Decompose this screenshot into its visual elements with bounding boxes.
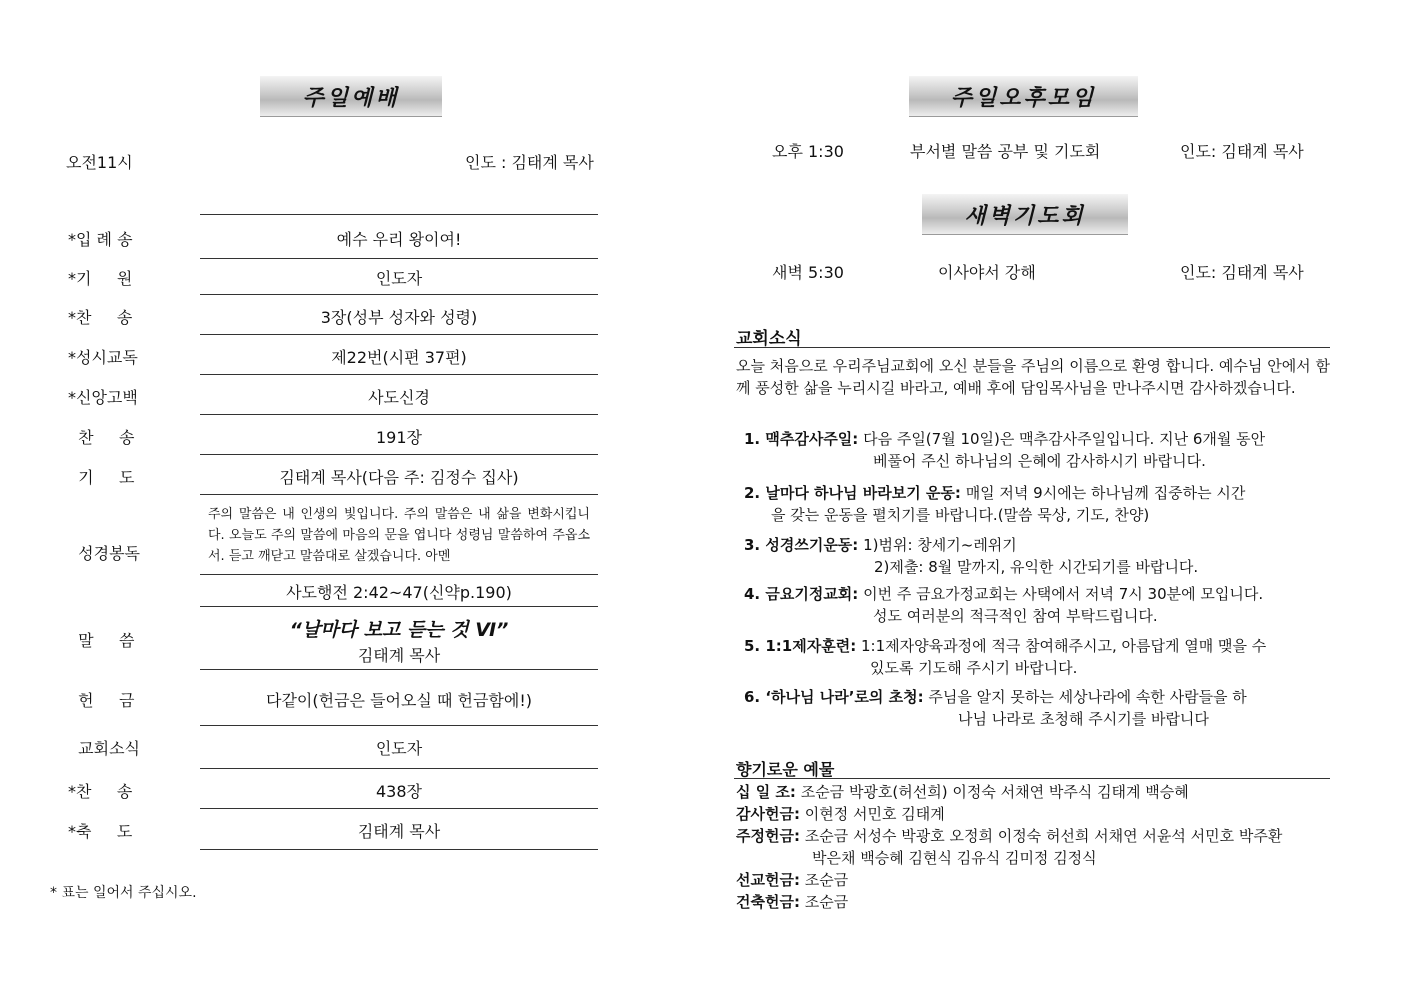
- divider: [200, 334, 598, 335]
- dawn-time: 새벽 5:30: [772, 263, 844, 282]
- news-item-text: 1:1제자양육과정에 적극 참여해주시고, 아름답게 열매 맺을 수: [860, 637, 1267, 655]
- offering-label: 감사헌금:: [736, 805, 800, 823]
- news-item-text: 나님 나라로 초청해 주시기를 바랍니다: [958, 710, 1209, 728]
- offering-row: [736, 825, 1282, 847]
- offering-row: [736, 803, 945, 825]
- news-title: 교회소식: [736, 329, 802, 349]
- news-item: [744, 583, 1330, 627]
- divider: [200, 374, 598, 375]
- offering-row: [736, 891, 848, 913]
- order-label: *성시교독: [68, 348, 138, 367]
- news-item-text: 다음 주일(7월 10일)은 맥추감사주일입니다. 지난 6개월 동안: [863, 430, 1266, 448]
- divider: [200, 725, 598, 726]
- order-label: *축 도: [68, 822, 133, 841]
- scripture-reference: 사도행전 2:42~47(신약p.190): [286, 583, 512, 602]
- offering-names: 조순금: [804, 871, 849, 889]
- offering-row: [736, 781, 1189, 803]
- divider: [200, 414, 598, 415]
- offering-names: 조순금: [804, 893, 849, 911]
- divider: [200, 258, 598, 259]
- sermon-preacher: 김태계 목사: [357, 646, 441, 665]
- news-item-text: 이번 주 금요가정교회는 사택에서 저녁 7시 30분에 모입니다.: [863, 585, 1264, 603]
- order-value: 191장: [376, 428, 422, 447]
- order-value: 예수 우리 왕이여!: [336, 230, 462, 249]
- divider: [200, 574, 598, 575]
- offering-names: 조순금 서성수 박광호 오정희 이정숙 허선희 서채연 서윤석 서민호 박주환: [804, 827, 1283, 845]
- news-item-text: 성도 여러분의 적극적인 참여 부탁드립니다.: [873, 607, 1158, 625]
- offering-label: 주정헌금:: [736, 827, 800, 845]
- divider: [200, 606, 598, 607]
- order-label: 기 도: [68, 468, 135, 487]
- order-value: 3장(성부 성자와 성령): [320, 308, 478, 327]
- news-item-text: 있도록 기도해 주시기 바랍니다.: [870, 659, 1078, 677]
- order-label: 성경봉독: [68, 544, 140, 563]
- divider: [200, 494, 598, 495]
- dawn-leader: 인도: 김태계 목사: [1180, 263, 1304, 282]
- news-item-head: 1. 맥추감사주일:: [744, 430, 859, 448]
- order-label: *입 례 송: [68, 230, 133, 249]
- divider: [200, 294, 598, 295]
- order-value: 인도자: [375, 269, 423, 288]
- news-item-head: 4. 금요기정교회:: [744, 585, 859, 603]
- offering-row: [736, 869, 848, 891]
- order-label: *찬 송: [68, 782, 133, 801]
- offering-names: 이현정 서민호 김태계: [804, 805, 945, 823]
- news-item-text: 베풀어 주신 하나님의 은혜에 감사하시기 바랍니다.: [873, 452, 1206, 470]
- order-label: 헌 금: [68, 691, 135, 710]
- order-value: 김태계 목사(다음 주: 김정수 집사): [279, 468, 519, 487]
- order-value: 제22번(시편 37편): [331, 348, 467, 367]
- news-item: [744, 482, 1330, 526]
- footnote: * 표는 일어서 주십시오.: [50, 885, 197, 901]
- news-item-text: 을 갖는 운동을 펼치기를 바랍니다.(말씀 묵상, 기도, 찬양): [771, 506, 1150, 524]
- news-item: [744, 534, 1330, 578]
- news-item-head: 6. ‘하나님 나라’로의 초청:: [744, 688, 924, 706]
- order-value: 인도자: [375, 739, 423, 758]
- divider: [200, 669, 598, 670]
- divider: [200, 849, 598, 850]
- worship-leader: 인도 : 김태계 목사: [465, 153, 594, 172]
- worship-banner: 주일예배: [260, 76, 442, 117]
- offering-label: 십 일 조:: [736, 783, 796, 801]
- news-item-head: 2. 날마다 하나님 바라보기 운동:: [744, 484, 961, 502]
- offering-label: 건축헌금:: [736, 893, 800, 911]
- offering-title-underline: [734, 778, 1330, 779]
- news-item-head: 5. 1:1제자훈련:: [744, 637, 857, 655]
- news-item-text: 1)범위: 창세기~레위기: [863, 536, 1017, 554]
- news-item-text: 주님을 알지 못하는 세상나라에 속한 사람들을 하: [928, 688, 1247, 706]
- news-item-head: 3. 성경쓰기운동:: [744, 536, 859, 554]
- afternoon-desc: 부서별 말씀 공부 및 기도회: [910, 142, 1101, 161]
- news-title-underline: [734, 347, 1330, 348]
- order-label: *신앙고백: [68, 388, 138, 407]
- news-item: [744, 635, 1330, 679]
- divider: [200, 808, 598, 809]
- offering-names: 조순금 박광호(허선희) 이정숙 서채연 박주식 김태계 백승혜: [800, 783, 1189, 801]
- scripture-prayer: 주의 말씀은 내 인생의 빛입니다. 주의 말씀은 내 삶을 변화시킵니다. 오늘도 주의 말씀에 마음의 문을 엽니다 성령님 말씀하여 주옵소서. 듣고 깨닫고 말씀대로 살겠습니다. 아멘: [208, 507, 590, 564]
- order-label: 말 씀: [68, 631, 135, 650]
- order-value: 김태계 목사: [357, 822, 441, 841]
- offering-label: 선교헌금:: [736, 871, 800, 889]
- offering-title: 향기로운 예물: [736, 760, 835, 779]
- order-value: 사도신경: [368, 388, 430, 407]
- divider: [200, 214, 598, 215]
- offering-names-cont: 박은채 백승혜 김현식 김유식 김미정 김정식: [812, 849, 1097, 867]
- afternoon-banner: 주일오후모임: [909, 76, 1138, 117]
- news-item-text: 2)제출: 8월 말까지, 유익한 시간되기를 바랍니다.: [874, 558, 1199, 576]
- order-value: 다같이(헌금은 들어오실 때 헌금함에!): [266, 691, 532, 710]
- order-label: 찬 송: [68, 428, 135, 447]
- divider: [200, 768, 598, 769]
- news-intro: 오늘 처음으로 우리주님교회에 오신 분들을 주님의 이름으로 환영 합니다. 예수님 안에서 함께 풍성한 삶을 누리시길 바라고, 예배 후에 담임목사님을 만나주시면 감사하겠습니다.: [736, 357, 1330, 397]
- dawn-banner: 새벽기도회: [922, 194, 1128, 235]
- afternoon-leader: 인도: 김태계 목사: [1180, 142, 1304, 161]
- order-value: 438장: [376, 782, 422, 801]
- order-label: *기 원: [68, 269, 133, 288]
- dawn-desc: 이사야서 강해: [938, 263, 1036, 282]
- news-item-text: 매일 저녁 9시에는 하나님께 집중하는 시간: [965, 484, 1246, 502]
- order-label: *찬 송: [68, 308, 133, 327]
- order-label: 교회소식: [68, 739, 140, 758]
- divider: [200, 454, 598, 455]
- sermon-title: “날마다 보고 듣는 것 Ⅵ”: [289, 619, 509, 641]
- news-item: [744, 428, 1330, 472]
- afternoon-time: 오후 1:30: [772, 142, 844, 161]
- worship-time: 오전11시: [66, 153, 133, 172]
- news-item: [744, 686, 1330, 730]
